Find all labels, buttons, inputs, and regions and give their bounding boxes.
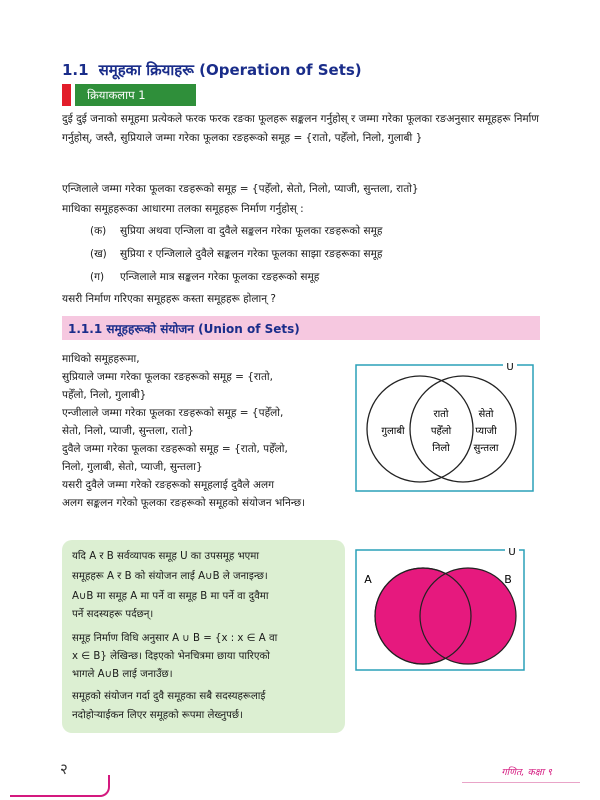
venn-right-element: प्याजी (475, 426, 497, 437)
subsection-title: 1.1.1 समूहहरूको संयोजन (Union of Sets) (68, 322, 300, 336)
section-title-text: समूहका क्रियाहरू (Operation of Sets) (98, 61, 362, 79)
union-line: यसरी दुवैले जम्मा गरेको रङहरूको समूहलाई दुवैले अलग (62, 479, 275, 491)
universal-label: U (506, 362, 514, 373)
venn-right-element: सुन्तला (473, 443, 499, 454)
definition-line: समूह निर्माण विधि अनुसार A ∪ B = {x : x ∈ A वा (72, 633, 278, 644)
union-line: पहेँलो, निलो, गुलाबी} (62, 389, 147, 401)
list-marker: (ख) (90, 248, 107, 260)
list-marker: (ग) (90, 271, 105, 283)
venn-left-element: गुलाबी (381, 426, 405, 437)
set-b-label: B (504, 573, 512, 586)
definition-line: समूहहरू A र B को संयोजन लाई A∪B ले जनाइन्छ। (72, 571, 268, 582)
book-title: गणित, कक्षा ९ (501, 767, 552, 778)
venn-middle-element: रातो (433, 409, 449, 420)
union-line: सेतो, निलो, प्याजी, सुन्तला, रातो} (62, 425, 194, 437)
venn-middle-element: निलो (432, 443, 450, 454)
union-line: एन्जीलाले जम्मा गरेका फूलका रङहरूको समूह = {पहेँलो, (62, 407, 284, 419)
activity-tag-accent (62, 84, 71, 106)
definition-line: यदि A र B सर्वव्यापक समूह U का उपसमूह भएमा (72, 551, 260, 562)
union-line: सुप्रियाले जम्मा गरेका फूलका रङहरूको समूह = {रातो, (62, 371, 273, 383)
section-number: 1.1 (62, 61, 89, 79)
list-item (90, 268, 540, 287)
list-item (90, 245, 540, 264)
venn-diagram-colors (355, 361, 538, 493)
list-text: सुप्रिया र एन्जिलाले दुवैले सङ्कलन गरेका फूलका साझा रङहरूका समूह (120, 248, 383, 260)
intro-paragraph-2: एन्जिलाले जम्मा गरेका फूलका रङहरूको समूह = {पहेँलो, सेतो, निलो, प्याजी, सुन्तला, रातो} (62, 183, 419, 195)
definition-line: x ∈ B} लेखिन्छ। दिइएको भेनचित्रमा छाया पारिएको (72, 651, 270, 662)
definition-line: भागले A∪B लाई जनाउँछ। (72, 669, 173, 680)
footer-rule (462, 782, 580, 783)
definition-line: पर्ने सदस्यहरू पर्दछन्। (72, 609, 154, 620)
list-text: सुप्रिया अथवा एन्जिला वा दुवैले सङ्कलन गरेका फूलका रङहरूको समूह (120, 225, 383, 237)
set-anjila-circle (410, 376, 516, 482)
intro-question: यसरी निर्माण गरिएका समूहहरू कस्ता समूहहरू होलान् ? (62, 293, 276, 305)
list-text: एन्जिलाले मात्र सङ्कलन गरेका फूलका रङहरूको समूह (120, 271, 320, 283)
union-line: दुवैले जम्मा गरेका फूलका रङहरूको समूह = {रातो, पहेँलो, (62, 443, 288, 455)
list-marker: (क) (90, 225, 107, 237)
union-line: अलग सङ्कलन गरेको फूलका रङहरूको समूहको संयोजन भनिन्छ। (62, 497, 306, 509)
venn-diagram-union (355, 546, 538, 672)
section-title (62, 60, 362, 80)
set-b-circle (420, 568, 516, 664)
definition-line: A∪B मा समूह A मा पर्ने वा समूह B मा पर्ने वा दुवैमा (72, 591, 269, 602)
union-line: माथिको समूहहरूमा, (62, 353, 140, 365)
activity-tag (62, 84, 196, 106)
intro-paragraph-3: माथिका समूहहरूका आधारमा तलका समूहहरू निर्माण गर्नुहोस् : (62, 203, 304, 215)
page-number: २ (60, 760, 68, 778)
activity-label: क्रियाकलाप 1 (75, 84, 196, 106)
venn-right-element: सेतो (478, 409, 494, 420)
universal-label: U (508, 547, 516, 558)
union-line: निलो, गुलाबी, सेतो, प्याजी, सुन्तला} (62, 461, 203, 473)
definition-line: नदोहोऱ्याईकन लिएर समूहको रूपमा लेख्नुपर्छ। (72, 710, 243, 721)
set-a-label: A (364, 573, 372, 586)
list-item (90, 222, 540, 241)
venn-middle-element: पहेँलो (430, 426, 452, 437)
intro-paragraph-1: दुई दुई जनाको समूहमा प्रत्येकले फरक फरक रङका फूलहरू सङ्कलन गर्नुहोस् र जम्मा गरेका फूलका रङअनुसार समूहहरू निर्माण गर्नुहोस्, जस्तै, सुप्रियाले जम्मा गरेका फूलका रङहरूको समूह = {रातो, पहेँलो, निलो, गुलाबी } (62, 113, 539, 144)
definition-line: समूहको संयोजन गर्दा दुवै समूहका सबै सदस्यहरूलाई (72, 691, 266, 702)
